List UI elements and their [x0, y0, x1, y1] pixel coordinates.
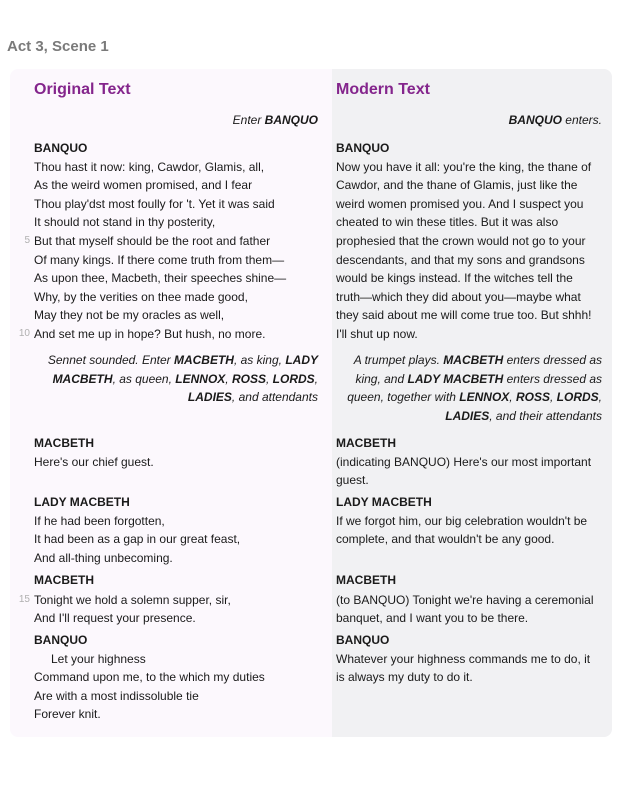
verse-line: It should not stand in thy posterity, — [34, 215, 216, 229]
verse-line: Forever knit. — [34, 707, 101, 721]
scene-title: Act 3, Scene 1 — [7, 38, 109, 55]
modern-line: If we forgot him, our big celebration wouldn't be — [336, 514, 588, 528]
speaker-name: BANQUO — [34, 141, 88, 155]
stage-direction-trumpet: king, and LADY MACBETH enters dressed as — [355, 372, 602, 386]
verse-line: May they not be my oracles as well, — [34, 308, 225, 322]
speaker-name: MACBETH — [34, 436, 94, 450]
stage-direction-sennet: LADIES, and attendants — [187, 390, 318, 404]
modern-line: descendants, and that my sons and grandsons — [336, 253, 585, 267]
verse-line: Command upon me, to the which my duties — [34, 670, 265, 684]
verse-line: Tonight we hold a solemn supper, sir, — [34, 593, 231, 607]
line-number: 10 — [18, 328, 30, 339]
verse-line: It had been as a gap in our great feast, — [34, 532, 241, 546]
verse-line: If he had been forgotten, — [34, 514, 165, 528]
line-number: 15 — [18, 594, 30, 605]
verse-line: Of many kings. If there come truth from them— — [34, 253, 285, 267]
speaker-name: MACBETH — [34, 573, 94, 587]
modern-line: Cawdor, and the thane of Glamis, just like the — [336, 178, 578, 192]
modern-line: truth—which they did about you—maybe what — [336, 290, 581, 304]
modern-line: weird women promised you. And I suspect you — [336, 197, 584, 211]
verse-line: But that myself should be the root and father — [34, 234, 271, 248]
text-panel — [10, 69, 612, 737]
modern-line: cheated to win these titles. But it was also — [336, 215, 559, 229]
speaker-name: MACBETH — [336, 573, 396, 587]
speaker-name: BANQUO — [34, 633, 88, 647]
verse-line: Are with a most indissoluble tie — [34, 689, 199, 703]
stage-direction-trumpet: queen, together with LENNOX, ROSS, LORDS, — [347, 390, 602, 404]
verse-line: Thou hast it now: king, Cawdor, Glamis, all, — [34, 160, 265, 174]
verse-line: And all-thing unbecoming. — [34, 551, 173, 565]
modern-line: is always my duty to do it. — [336, 670, 473, 684]
verse-line: As the weird women promised, and I fear — [34, 178, 253, 192]
stage-direction-trumpet: A trumpet plays. MACBETH enters dressed as — [353, 353, 602, 367]
original-heading: Original Text — [34, 81, 131, 98]
verse-line: Let your highness — [51, 652, 146, 666]
modern-line: they said about me will come true too. But shhh! — [336, 308, 592, 322]
verse-line: Here's our chief guest. — [34, 455, 154, 469]
verse-line: And I'll request your presence. — [34, 611, 196, 625]
modern-line: would be kings instead. If the witches tell the — [336, 271, 573, 285]
speaker-name: BANQUO — [336, 633, 390, 647]
speaker-name: MACBETH — [336, 436, 396, 450]
speaker-name: BANQUO — [336, 141, 390, 155]
modern-line: Now you have it all: you're the king, the thane of — [336, 160, 592, 174]
modern-line: complete, and that wouldn't be any good. — [336, 532, 555, 546]
verse-line: As upon thee, Macbeth, their speeches shine— — [34, 271, 287, 285]
modern-line: (indicating BANQUO) Here's our most important — [336, 455, 592, 469]
modern-line: (to BANQUO) Tonight we're having a ceremonial — [336, 593, 594, 607]
verse-line: Thou play'dst most foully for 't. Yet it was said — [34, 197, 275, 211]
modern-line: banquet, and I want you to be there. — [336, 611, 529, 625]
original-text-column — [10, 69, 332, 737]
modern-line: I'll shut up now. — [336, 327, 418, 341]
speaker-name: LADY MACBETH — [336, 495, 432, 509]
stage-direction-sennet: Sennet sounded. Enter MACBETH, as king, LADY — [47, 353, 318, 367]
stage-direction-enter: Enter BANQUO — [232, 113, 318, 127]
stage-direction-trumpet: LADIES, and their attendants — [445, 409, 602, 423]
modern-text-column — [332, 69, 612, 737]
verse-line: Why, by the verities on thee made good, — [34, 290, 248, 304]
line-number: 5 — [24, 235, 30, 246]
verse-line: And set me up in hope? But hush, no more. — [34, 327, 266, 341]
modern-heading: Modern Text — [336, 81, 430, 98]
modern-line: guest. — [336, 473, 369, 487]
stage-direction-enter: BANQUO enters. — [508, 113, 602, 127]
modern-line: Whatever your highness commands me to do, it — [336, 652, 591, 666]
stage-direction-sennet: MACBETH, as queen, LENNOX, ROSS, LORDS, — [52, 372, 318, 386]
speaker-name: LADY MACBETH — [34, 495, 130, 509]
modern-line: prophesied that the crown would not go to your — [336, 234, 586, 248]
